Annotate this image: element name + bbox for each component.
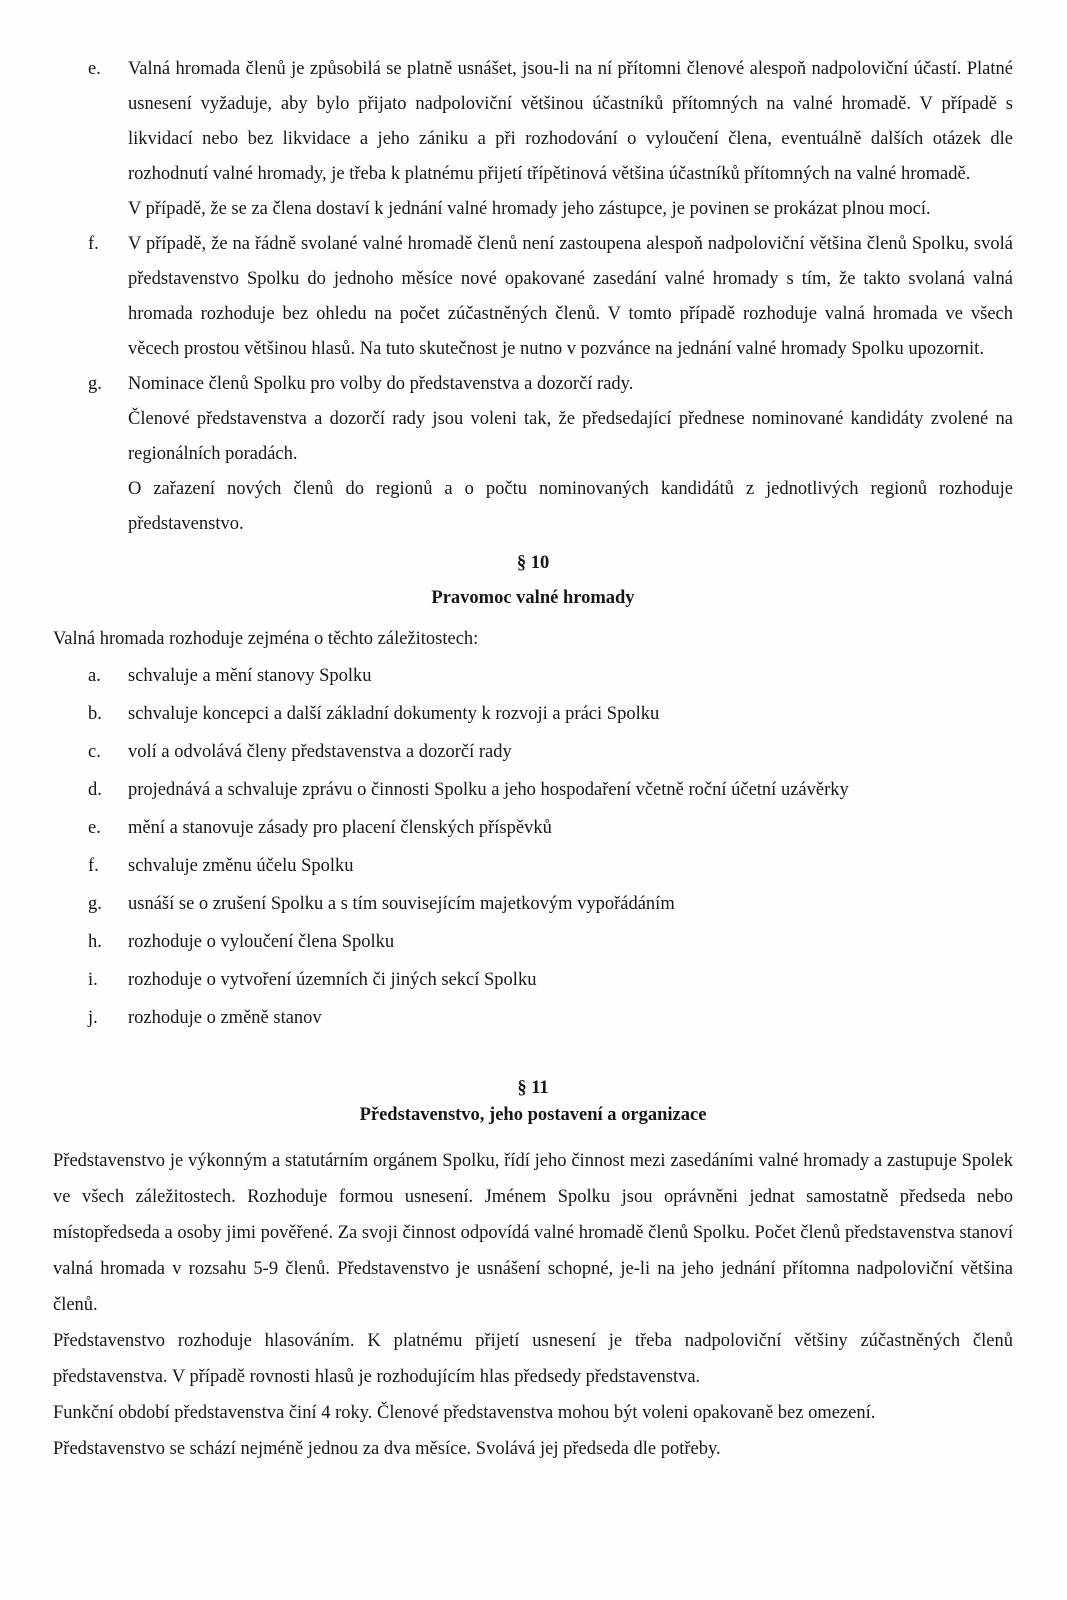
clause-paragraph: V případě, že na řádně svolané valné hromadě členů není zastoupena alespoň nadpoloviční většina členů Spolku, svolá představenstvo Spolku do jednoho měsíce nové opakované zasedání valné hromady s tím, že takto svolaná valná hromada rozhoduje bez ohledu na počet zúčastněných členů. V tomto případě rozhoduje valná hromada ve všech věcech prostou většinou hlasů. Na tuto skutečnost je nutno v pozvánce na jednání valné hromady Spolku upozornit.	[128, 234, 1013, 359]
clause-paragraph: Členové představenstva a dozorčí rady jsou voleni tak, že předsedající přednese nominované kandidáty zvolené na regionálních poradách.	[128, 409, 1013, 464]
list-item-text: volí a odvolává členy představenstva a dozorčí rady	[128, 742, 512, 762]
section-11-title: Představenstvo, jeho postavení a organizace	[359, 1105, 707, 1125]
list-item-text: projednává a schvaluje zprávu o činnosti Spolku a jeho hospodaření včetně roční účetní uzávěrky	[128, 780, 849, 800]
list-item-i	[53, 961, 1013, 999]
list-item-text: schvaluje koncepci a další základní dokumenty k rozvoji a práci Spolku	[128, 704, 660, 724]
list-item-text: schvaluje a mění stanovy Spolku	[128, 666, 372, 686]
section-10-intro: Valná hromada rozhoduje zejména o těchto záležitostech:	[53, 629, 479, 649]
list-marker: a.	[88, 666, 101, 686]
top-clause-list	[53, 52, 1013, 542]
clause-paragraph: Valná hromada členů je způsobilá se platně usnášet, jsou-li na ní přítomni členové alespoň nadpoloviční účastí. Platné usnesení vyžaduje, aby bylo přijato nadpoloviční většinou účastníků přítomných na valné hromadě. V případě s likvidací nebo bez likvidace a jeho zániku a při rozhodování o vyloučení člena, eventuálně dalších otázek dle rozhodnutí valné hromady, je třeba k platnému přijetí třípětinová většina účastníků přítomných na valné hromadě.	[128, 59, 1013, 184]
list-item-e2	[53, 809, 1013, 847]
list-item-d	[53, 771, 1013, 809]
section-10-item-list	[53, 657, 1013, 1037]
list-item-g	[53, 367, 1013, 542]
list-item-f2	[53, 847, 1013, 885]
body-paragraph: Představenstvo se schází nejméně jednou za dva měsíce. Svolává jej předseda dle potřeby.	[53, 1439, 721, 1459]
clause-paragraph: V případě, že se za člena dostaví k jednání valné hromady jeho zástupce, je povinen se prokázat plnou mocí.	[128, 199, 931, 219]
list-item-j	[53, 999, 1013, 1037]
list-marker: g.	[88, 894, 102, 914]
list-item-text: schvaluje změnu účelu Spolku	[128, 856, 354, 876]
list-item-f	[53, 227, 1013, 367]
section-10-number: § 10	[516, 553, 550, 573]
section-11-heading	[53, 1075, 1013, 1129]
body-paragraph: Představenstvo je výkonným a statutárním orgánem Spolku, řídí jeho činnost mezi zasedáními valné hromady a zastupuje Spolek ve všech záležitostech. Rozhoduje formou usnesení. Jménem Spolku jsou oprávněni jednat samostatně předseda nebo místopředseda a osoby jimi pověřené. Za svoji činnost odpovídá valné hromadě členů Spolku. Počet členů představenstva stanoví valná hromada v rozsahu 5-9 členů. Představenstvo je usnášení schopné, je-li na jeho jednání přítomna nadpoloviční většina členů.	[53, 1151, 1013, 1315]
list-item-text: rozhoduje o změně stanov	[128, 1008, 322, 1028]
list-marker: g.	[88, 374, 102, 394]
list-item-body	[128, 227, 1013, 367]
list-marker: e.	[88, 59, 101, 79]
list-marker: i.	[88, 970, 98, 990]
list-marker: d.	[88, 780, 102, 800]
list-marker: b.	[88, 704, 102, 724]
section-11	[53, 1075, 1013, 1467]
list-item-text: rozhoduje o vytvoření územních či jiných sekcí Spolku	[128, 970, 537, 990]
list-item-text: rozhoduje o vyloučení člena Spolku	[128, 932, 395, 952]
list-item-h	[53, 923, 1013, 961]
list-item-body	[128, 367, 1013, 542]
list-item-b	[53, 695, 1013, 733]
list-marker: j.	[88, 1008, 98, 1028]
body-paragraph: Představenstvo rozhoduje hlasováním. K platnému přijetí usnesení je třeba nadpoloviční většiny zúčastněných členů představenstva. V případě rovnosti hlasů je rozhodujícím hlas předsedy představenstva.	[53, 1331, 1013, 1387]
section-11-body	[53, 1143, 1013, 1467]
list-marker: f.	[88, 856, 99, 876]
section-10-title: Pravomoc valné hromady	[431, 588, 635, 608]
list-marker: c.	[88, 742, 101, 762]
section-11-number: § 11	[517, 1078, 549, 1098]
clause-paragraph: Nominace členů Spolku pro volby do představenstva a dozorčí rady.	[128, 374, 634, 394]
list-item-a	[53, 657, 1013, 695]
list-marker: h.	[88, 932, 102, 952]
list-item-body	[128, 52, 1013, 227]
list-item-text: mění a stanovuje zásady pro placení členských příspěvků	[128, 818, 552, 838]
body-paragraph: Funkční období představenstva činí 4 roky. Členové představenstva mohou být voleni opakovaně bez omezení.	[53, 1403, 876, 1423]
clause-paragraph: O zařazení nových členů do regionů a o počtu nominovaných kandidátů z jednotlivých regionů rozhoduje představenstvo.	[128, 479, 1013, 534]
list-marker: f.	[88, 234, 99, 254]
list-item-text: usnáší se o zrušení Spolku a s tím souvisejícím majetkovým vypořádáním	[128, 894, 675, 914]
list-item-e	[53, 52, 1013, 227]
section-10	[53, 546, 1013, 1037]
list-item-g2	[53, 885, 1013, 923]
list-item-c	[53, 733, 1013, 771]
list-marker: e.	[88, 818, 101, 838]
